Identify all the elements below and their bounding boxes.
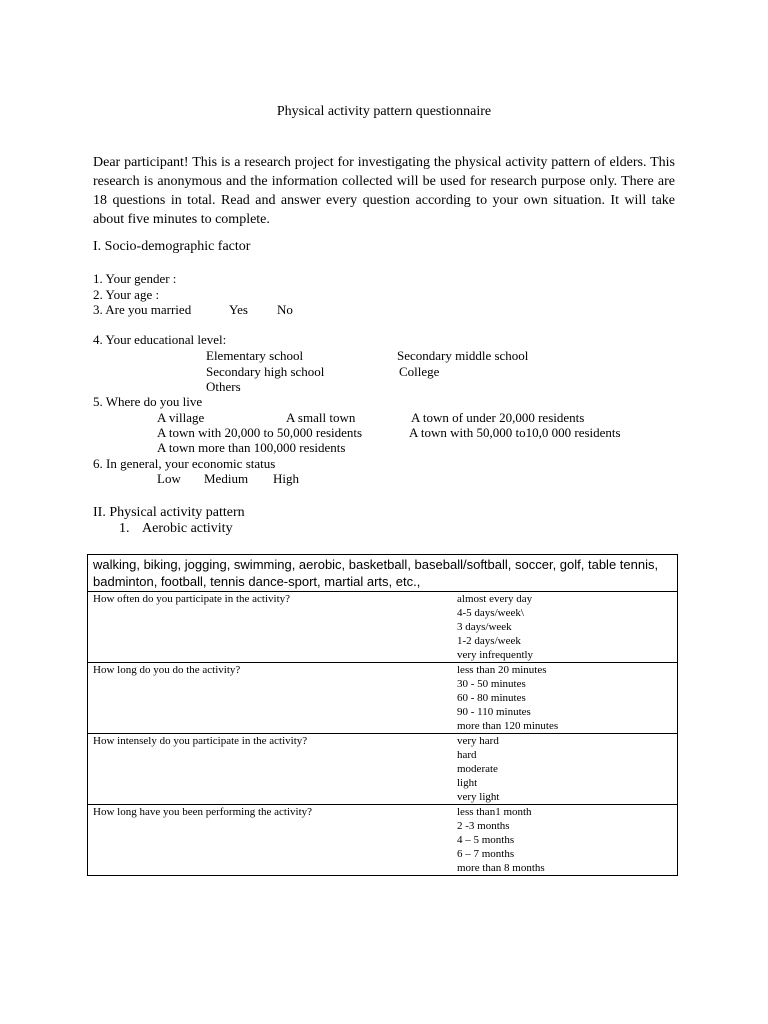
option-residence-50000-100000[interactable]: A town with 50,000 to10,0 000 residents	[409, 425, 621, 440]
row-question: How long do you do the activity?	[93, 664, 241, 676]
question-residence: 5. Where do you live	[93, 394, 203, 409]
answer-option[interactable]: very hard	[457, 735, 499, 747]
row-question: How intensely do you participate in the activity?	[93, 735, 308, 747]
answer-option[interactable]: less than 20 minutes	[457, 664, 547, 676]
answer-option[interactable]: 30 - 50 minutes	[457, 678, 526, 690]
option-economic-high[interactable]: High	[273, 471, 299, 486]
answer-option[interactable]: almost every day	[457, 593, 533, 605]
answer-option[interactable]: 4-5 days/week\	[457, 607, 524, 619]
answer-option[interactable]: 1-2 days/week	[457, 635, 521, 647]
row-options	[457, 663, 558, 733]
option-residence-small-town[interactable]: A small town	[286, 410, 356, 425]
question-gender: 1. Your gender :	[93, 271, 177, 286]
row-options	[457, 734, 499, 804]
option-economic-medium[interactable]: Medium	[204, 471, 249, 486]
answer-option[interactable]: 2 -3 months	[457, 820, 510, 832]
row-options	[457, 805, 545, 875]
answer-option[interactable]: 4 – 5 months	[457, 834, 515, 846]
activity-list-header: walking, biking, jogging, swimming, aerobic, basketball, baseball/softball, soccer, golf, table tennis, badminton, football, tennis dance-sport, martial arts, etc.,	[88, 555, 678, 592]
answer-option[interactable]: light	[457, 777, 478, 789]
table-row	[88, 805, 678, 876]
option-education-others[interactable]: Others	[206, 379, 241, 394]
question-education: 4. Your educational level:	[93, 332, 227, 347]
option-education-secondary-high[interactable]: Secondary high school	[206, 364, 325, 379]
subsection-number: 1.	[119, 521, 130, 536]
table-row	[88, 734, 678, 805]
option-residence-20000-50000[interactable]: A town with 20,000 to 50,000 residents	[157, 425, 363, 440]
question-economic-status: 6. In general, your economic status	[93, 456, 276, 471]
answer-option[interactable]: more than 120 minutes	[457, 720, 559, 732]
question-age: 2. Your age :	[93, 287, 160, 302]
page-title: Physical activity pattern questionnaire	[276, 104, 492, 119]
answer-option[interactable]: more than 8 months	[457, 862, 545, 874]
row-question: How long have you been performing the activity?	[93, 806, 313, 818]
row-question: How often do you participate in the activity?	[93, 593, 291, 605]
answer-option[interactable]: 90 - 110 minutes	[457, 706, 531, 718]
table-row	[88, 663, 678, 734]
section-heading-physical-activity: II. Physical activity pattern	[93, 505, 245, 520]
answer-option[interactable]: 60 - 80 minutes	[457, 692, 526, 704]
answer-option[interactable]: less than1 month	[457, 806, 532, 818]
answer-option[interactable]: 6 – 7 months	[457, 848, 515, 860]
aerobic-activity-table	[87, 554, 678, 876]
row-options	[457, 592, 533, 662]
option-education-elementary[interactable]: Elementary school	[206, 348, 304, 363]
answer-option[interactable]: very light	[457, 791, 500, 803]
answer-option[interactable]: moderate	[457, 763, 498, 775]
option-economic-low[interactable]: Low	[157, 471, 181, 486]
section-heading-socio-demographic: I. Socio-demographic factor	[93, 239, 251, 254]
answer-option[interactable]: very infrequently	[457, 649, 534, 661]
option-married-no[interactable]: No	[277, 302, 293, 317]
table-row	[88, 592, 678, 663]
option-residence-under-20000[interactable]: A town of under 20,000 residents	[411, 410, 585, 425]
answer-option[interactable]: hard	[457, 749, 477, 761]
option-residence-over-100000[interactable]: A town more than 100,000 residents	[157, 440, 346, 455]
option-married-yes[interactable]: Yes	[229, 302, 248, 317]
answer-option[interactable]: 3 days/week	[457, 621, 512, 633]
option-residence-village[interactable]: A village	[157, 410, 205, 425]
subsection-aerobic-activity: Aerobic activity	[142, 521, 233, 536]
question-married: 3. Are you married	[93, 302, 192, 317]
option-education-college[interactable]: College	[399, 364, 440, 379]
intro-paragraph: Dear participant! This is a research project for investigating the physical activity pattern of elders. This research is anonymous and the information collected will be used for research purpose only. There are 18 questions in total. Read and answer every question according to your own situation. It will take about five minutes to complete.	[93, 155, 675, 227]
option-education-secondary-middle[interactable]: Secondary middle school	[397, 348, 529, 363]
